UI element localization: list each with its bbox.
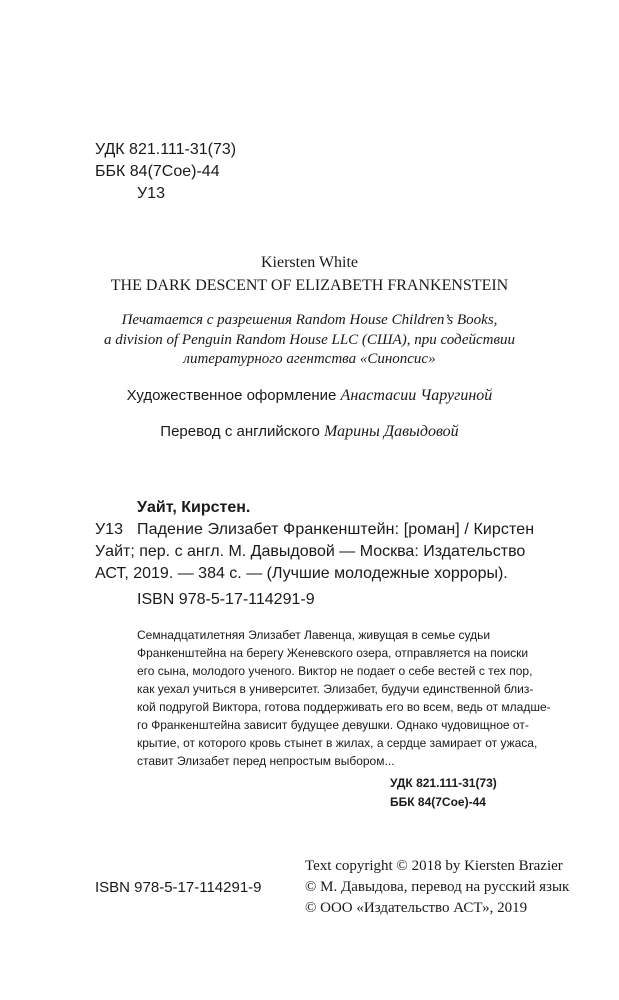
copyright-line-3: © ООО «Издательство АСТ», 2019	[305, 900, 528, 916]
original-author: Kiersten White	[260, 254, 358, 271]
annotation-line-5: кой подругой Виктора, готова поддерживать его во всем, ведь от младше-	[137, 700, 551, 714]
udk-top: УДК 821.111-31(73)	[95, 141, 237, 158]
catalog-mark: У13	[95, 521, 123, 538]
permission-line-3: литературного агентства «Синопсис»	[183, 351, 436, 367]
annotation-line-8: ставит Элизабет перед непростым выбором...	[137, 754, 395, 768]
art-credit-prefix: Художественное оформление	[126, 387, 341, 404]
copyright-line-2: © М. Давыдова, перевод на русский язык	[305, 879, 570, 895]
catalog-isbn: ISBN 978-5-17-114291-9	[137, 591, 315, 608]
annotation-line-7: крытие, от которого кровь стынет в жилах, а сердце замирает от ужаса,	[137, 736, 538, 750]
catalog-line-1: Падение Элизабет Франкенштейн: [роман] / Кирстен	[137, 521, 535, 538]
annotation-line-4: как уехал учиться в университет. Элизабет, будучи единственной близ-	[137, 682, 534, 696]
annotation-line-6: го Франкенштейна зависит будущее девушки. Однако чудовищное от-	[137, 718, 529, 732]
permission-line-1: Печатается с разрешения Random House Children’s Books,	[121, 312, 498, 328]
original-title: THE DARK DESCENT OF ELIZABETH FRANKENSTEIN	[110, 277, 509, 294]
art-credit	[0, 387, 619, 405]
copyright-line-1: Text copyright © 2018 by Kiersten Brazier	[305, 858, 563, 874]
catalog-line-2: Уайт; пер. с англ. М. Давыдовой — Москва: Издательство	[95, 543, 526, 560]
translation-credit	[0, 423, 619, 441]
annotation-line-1: Семнадцатилетняя Элизабет Лавенца, живущая в семье судьи	[137, 628, 491, 642]
art-credit-name: Анастасии Чаругиной	[340, 387, 493, 404]
annotation-line-3: его сына, молодого ученого. Виктор не подает о себе вестей с тех пор,	[137, 664, 533, 678]
bbk-top: ББК 84(7Сое)-44	[95, 163, 220, 180]
permission-line-2: a division of Penguin Random House LLC (США), при содействии	[104, 332, 515, 348]
footer-isbn: ISBN 978-5-17-114291-9	[95, 879, 262, 896]
catalog-heading: Уайт, Кирстен.	[137, 499, 251, 516]
catalog-line-3: АСТ, 2019. — 384 с. — (Лучшие молодежные хорроры).	[95, 565, 508, 582]
author-mark-top: У13	[137, 185, 165, 202]
annotation-line-2: Франкенштейна на берегу Женевского озера, отправляется на поиски	[137, 646, 529, 660]
translation-credit-prefix: Перевод с английского	[160, 423, 325, 440]
annotation-bbk: ББК 84(7Сое)-44	[390, 795, 486, 809]
annotation-udk: УДК 821.111-31(73)	[390, 776, 497, 790]
translation-credit-name: Марины Давыдовой	[324, 423, 459, 440]
